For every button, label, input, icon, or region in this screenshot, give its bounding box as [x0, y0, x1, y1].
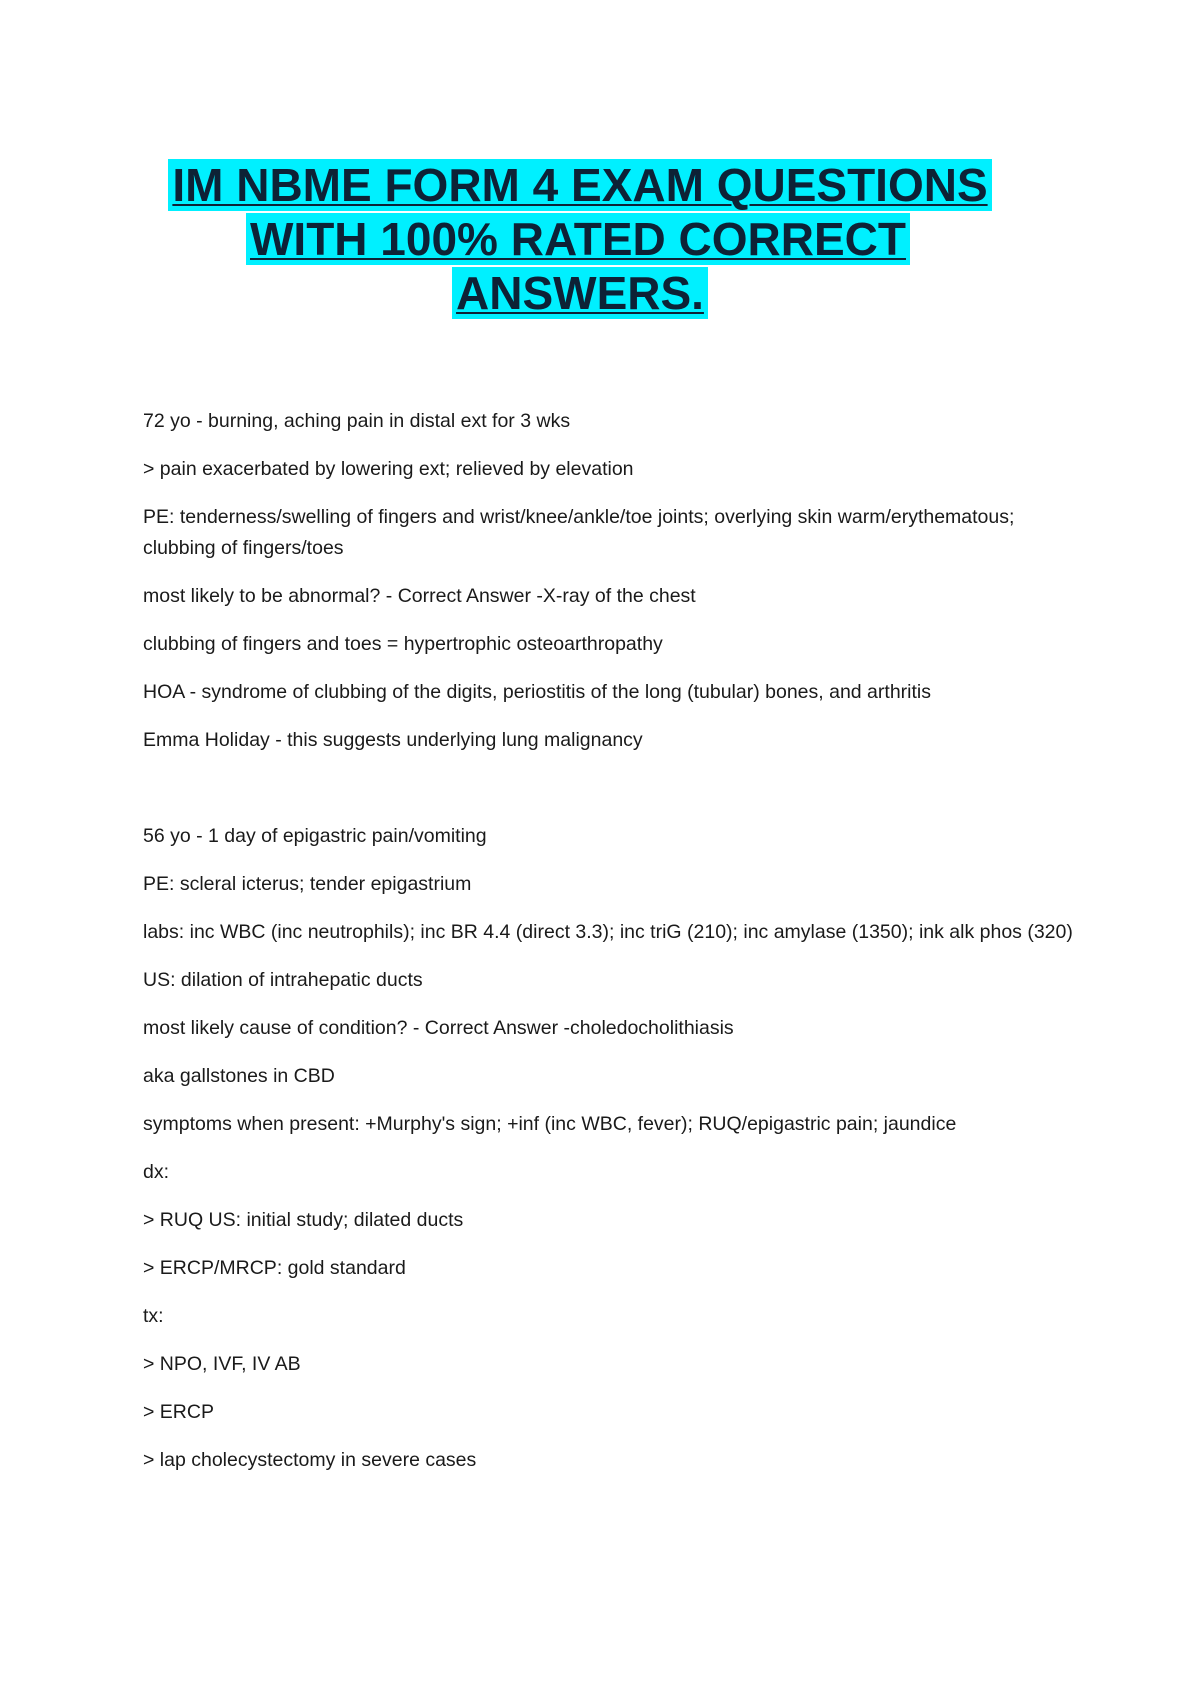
- paragraph: > ERCP/MRCP: gold standard: [143, 1257, 406, 1279]
- document-title: [120, 158, 1040, 320]
- title-line-1: IM NBME FORM 4 EXAM QUESTIONS: [168, 159, 991, 211]
- paragraph: > pain exacerbated by lowering ext; relieved by elevation: [143, 458, 634, 480]
- paragraph: > RUQ US: initial study; dilated ducts: [143, 1209, 464, 1231]
- title-line-2: WITH 100% RATED CORRECT ANSWERS.: [246, 213, 910, 319]
- block-spacer: [143, 773, 1073, 821]
- paragraph: tx:: [143, 1305, 164, 1327]
- paragraph: 56 yo - 1 day of epigastric pain/vomiting: [143, 825, 487, 847]
- paragraph: most likely to be abnormal? - Correct Answer -X-ray of the chest: [143, 585, 696, 607]
- document-body: [143, 406, 1073, 1493]
- paragraph: US: dilation of intrahepatic ducts: [143, 969, 423, 991]
- question-block-2: [143, 821, 1073, 1476]
- paragraph: most likely cause of condition? - Correct Answer -choledocholithiasis: [143, 1017, 734, 1039]
- paragraph: HOA - syndrome of clubbing of the digits, periostitis of the long (tubular) bones, and arthritis: [143, 681, 931, 703]
- paragraph: > NPO, IVF, IV AB: [143, 1353, 301, 1375]
- paragraph: symptoms when present: +Murphy's sign; +inf (inc WBC, fever); RUQ/epigastric pain; jaundice: [143, 1113, 957, 1135]
- paragraph: labs: inc WBC (inc neutrophils); inc BR 4.4 (direct 3.3); inc triG (210); inc amylase (1350); ink alk phos (320): [143, 921, 1073, 943]
- paragraph: aka gallstones in CBD: [143, 1065, 335, 1087]
- paragraph: > lap cholecystectomy in severe cases: [143, 1449, 477, 1471]
- paragraph: > ERCP: [143, 1401, 214, 1423]
- paragraph: Emma Holiday - this suggests underlying lung malignancy: [143, 729, 643, 751]
- paragraph: dx:: [143, 1161, 170, 1183]
- question-block-1: [143, 406, 1073, 756]
- paragraph: clubbing of fingers and toes = hypertrophic osteoarthropathy: [143, 633, 663, 655]
- paragraph: PE: scleral icterus; tender epigastrium: [143, 873, 472, 895]
- paragraph: PE: tenderness/swelling of fingers and wrist/knee/ankle/toe joints; overlying skin warm/erythematous; clubbing of fingers/toes: [143, 506, 1015, 559]
- paragraph: 72 yo - burning, aching pain in distal ext for 3 wks: [143, 410, 571, 432]
